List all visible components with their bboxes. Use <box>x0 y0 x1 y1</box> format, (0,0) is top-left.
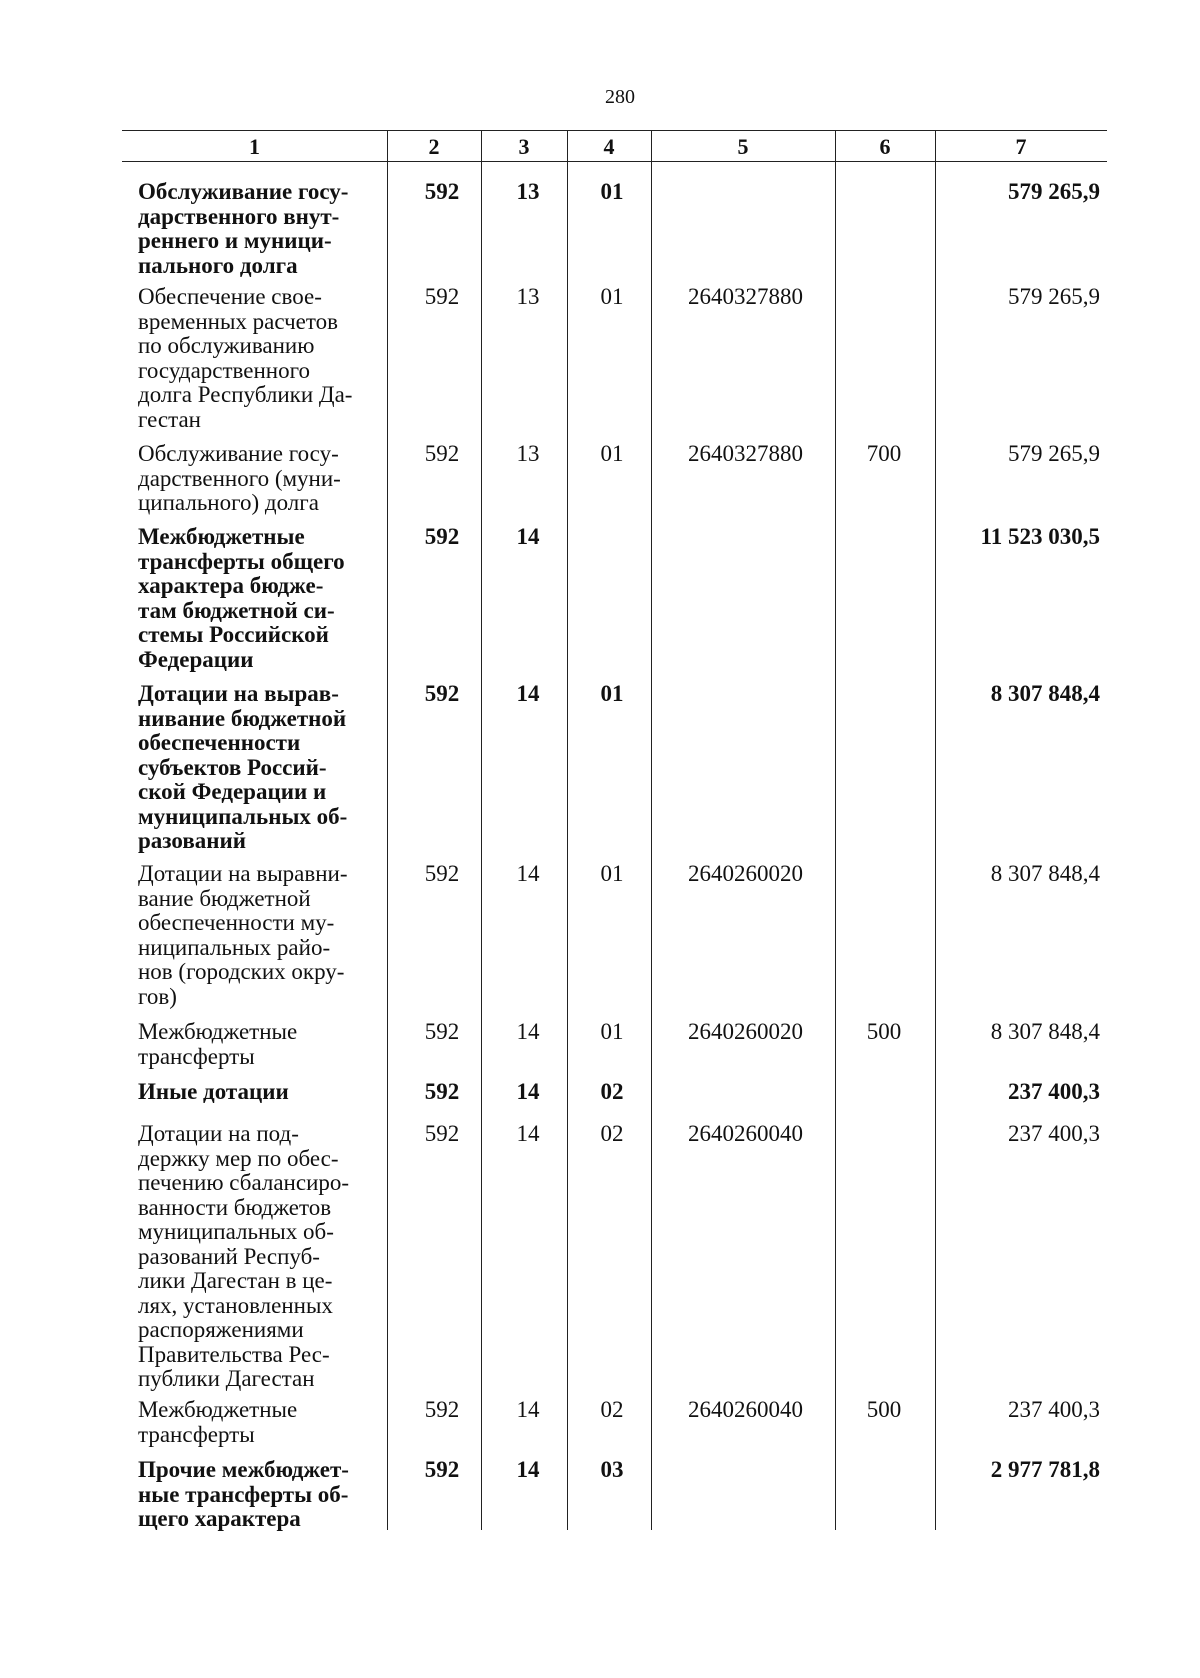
row-name: Дотации на вырав- нивание бюджетной обеспеченности субъектов Россий- ской Федерации и муниципальных об- разований <box>138 681 348 853</box>
row-col-2: 592 <box>424 1121 460 1146</box>
row-col-7: 8 307 848,4 <box>990 681 1100 706</box>
row-col-2: 592 <box>424 1457 460 1482</box>
row-col-4: 02 <box>600 1121 624 1146</box>
row-col-3: 14 <box>516 1079 540 1104</box>
row-col-3: 14 <box>516 1019 540 1044</box>
header-col-4: 4 <box>603 134 615 159</box>
row-col-4: 01 <box>600 179 624 204</box>
row-col-7: 237 400,3 <box>1008 1079 1100 1104</box>
row-col-7: 237 400,3 <box>1008 1121 1100 1146</box>
row-col-3: 14 <box>516 1397 540 1422</box>
row-name: Дотации на выравни- вание бюджетной обеспеченности му- ниципальных райо- нов (городских окру- гов) <box>138 861 348 1009</box>
column-divider <box>567 130 568 1530</box>
row-name: Прочие межбюджет- ные трансферты об- щего характера <box>138 1457 349 1531</box>
row-col-2: 592 <box>424 681 460 706</box>
row-col-3: 14 <box>516 681 540 706</box>
header-col-7: 7 <box>1015 134 1027 159</box>
header-col-3: 3 <box>518 134 530 159</box>
row-col-7: 579 265,9 <box>1008 441 1100 466</box>
column-divider <box>835 130 836 1530</box>
row-col-3: 14 <box>516 524 540 549</box>
row-col-2: 592 <box>424 1397 460 1422</box>
header-col-6: 6 <box>879 134 891 159</box>
row-col-4: 03 <box>600 1457 624 1482</box>
table-header <box>122 131 1107 162</box>
row-name: Межбюджетные трансферты общего характера бюдже- там бюджетной си- стемы Российской Федерации <box>138 524 345 672</box>
row-col-2: 592 <box>424 524 460 549</box>
row-col-7: 579 265,9 <box>1008 284 1100 309</box>
column-divider <box>935 130 936 1530</box>
row-col-6: 700 <box>866 441 902 466</box>
row-col-2: 592 <box>424 1019 460 1044</box>
row-name: Обеспечение свое- временных расчетов по обслуживанию государственного долга Республики Да- гестан <box>138 284 353 432</box>
row-col-7: 2 977 781,8 <box>990 1457 1100 1482</box>
row-col-2: 592 <box>424 284 460 309</box>
row-col-2: 592 <box>424 1079 460 1104</box>
row-col-2: 592 <box>424 179 460 204</box>
row-col-7: 237 400,3 <box>1008 1397 1100 1422</box>
row-col-5: 2640260040 <box>688 1121 803 1146</box>
row-col-4: 01 <box>600 284 624 309</box>
row-col-5: 2640327880 <box>688 441 803 466</box>
row-col-7: 11 523 030,5 <box>980 524 1100 549</box>
row-col-2: 592 <box>424 861 460 886</box>
row-col-3: 14 <box>516 861 540 886</box>
column-divider <box>481 130 482 1530</box>
row-col-3: 14 <box>516 1121 540 1146</box>
row-col-3: 13 <box>516 284 540 309</box>
row-col-7: 8 307 848,4 <box>990 861 1100 886</box>
row-col-6: 500 <box>866 1397 902 1422</box>
row-col-7: 8 307 848,4 <box>990 1019 1100 1044</box>
row-name: Обслуживание госу- дарственного (муни- ципального) долга <box>138 441 341 515</box>
row-col-5: 2640260020 <box>688 1019 803 1044</box>
row-col-5: 2640260020 <box>688 861 803 886</box>
row-col-3: 13 <box>516 179 540 204</box>
column-divider <box>387 130 388 1530</box>
row-col-3: 13 <box>516 441 540 466</box>
row-name: Обслуживание госу- дарственного внут- реннего и муници- пального долга <box>138 179 349 278</box>
header-col-2: 2 <box>428 134 440 159</box>
header-col-1: 1 <box>249 134 260 159</box>
row-col-2: 592 <box>424 441 460 466</box>
row-col-4: 01 <box>600 1019 624 1044</box>
row-name: Межбюджетные трансферты <box>138 1019 298 1069</box>
row-name: Межбюджетные трансферты <box>138 1397 298 1447</box>
row-col-4: 02 <box>600 1079 624 1104</box>
row-col-4: 01 <box>600 441 624 466</box>
row-col-6: 500 <box>866 1019 902 1044</box>
row-col-4: 02 <box>600 1397 624 1422</box>
row-col-3: 14 <box>516 1457 540 1482</box>
page-number: 280 <box>605 86 635 108</box>
row-name: Дотации на под- держку мер по обес- печению сбалансиро- ванности бюджетов муниципальных об- разований Респуб- лики Дагестан в це- лях, установленных распоряжениями Правительства Рес- публики Дагестан <box>138 1121 350 1391</box>
row-col-5: 2640260040 <box>688 1397 803 1422</box>
row-col-7: 579 265,9 <box>1008 179 1100 204</box>
row-name: Иные дотации <box>138 1079 289 1104</box>
row-col-5: 2640327880 <box>688 284 803 309</box>
row-col-4: 01 <box>600 861 624 886</box>
column-divider <box>651 130 652 1530</box>
row-col-4: 01 <box>600 681 624 706</box>
header-col-5: 5 <box>737 134 749 159</box>
